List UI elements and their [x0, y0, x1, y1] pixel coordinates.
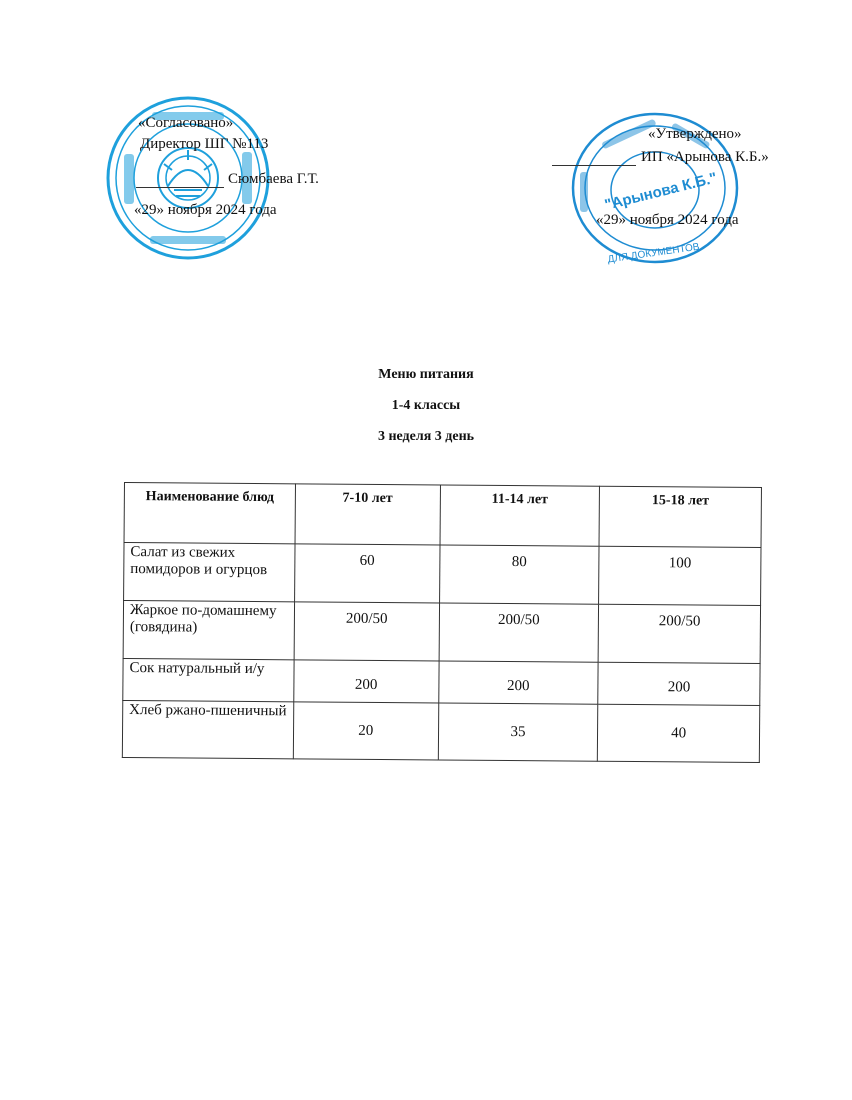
dish-name: Жаркое по-домашнему (говядина): [123, 601, 294, 660]
table-row: [123, 601, 760, 664]
left-approval-position: Директор ШГ №113: [140, 136, 269, 152]
right-approval-position: ИП «Арынова К.Б.»: [641, 149, 769, 165]
header-age-11-14: 11-14 лет: [440, 485, 600, 546]
table-row: [124, 543, 761, 606]
portion-15-18: 40: [598, 704, 760, 762]
header-age-7-10: 7-10 лет: [295, 484, 440, 545]
portion-11-14: 200/50: [439, 603, 599, 662]
left-signature-line: [136, 187, 224, 188]
portion-11-14: 80: [439, 545, 599, 604]
dish-name: Сок натуральный и/у: [123, 658, 294, 701]
document-subtitle-week-day: 3 неделя 3 день: [377, 429, 475, 444]
portion-15-18: 200: [598, 662, 760, 705]
header-age-15-18: 15-18 лет: [599, 486, 761, 547]
right-approval-date: «29» ноября 2024 года: [596, 212, 739, 228]
portion-7-10: 20: [293, 702, 438, 760]
header-dish-name: Наименование блюд: [124, 483, 295, 544]
menu-table: [122, 482, 762, 763]
portion-11-14: 35: [438, 703, 598, 761]
document-title: Меню питания: [378, 367, 474, 382]
stamp-center-text: "Арынова К.Б.": [603, 169, 719, 214]
document-subtitle-grades: 1-4 классы: [391, 398, 461, 413]
left-approval-name: Сюмбаева Г.Т.: [228, 171, 319, 187]
portion-11-14: 200: [438, 661, 598, 704]
portion-15-18: 100: [599, 546, 761, 605]
table-row: [122, 700, 759, 762]
left-approval-date: «29» ноября 2024 года: [134, 202, 277, 218]
dish-name: Хлеб ржано-пшеничный: [122, 700, 293, 758]
portion-7-10: 200/50: [294, 602, 439, 661]
table-row: [123, 658, 760, 705]
portion-7-10: 200: [294, 660, 439, 703]
right-signature-line: [552, 165, 636, 166]
portion-15-18: 200/50: [598, 604, 760, 663]
left-approval-label: «Согласовано»: [138, 115, 234, 131]
table-header-row: [124, 483, 761, 548]
dish-name: Салат из свежих помидоров и огурцов: [124, 543, 295, 602]
right-approval-label: «Утверждено»: [648, 126, 742, 142]
portion-7-10: 60: [295, 544, 440, 603]
stamp-bottom-text: ДЛЯ ДОКУМЕНТОВ: [607, 241, 701, 266]
